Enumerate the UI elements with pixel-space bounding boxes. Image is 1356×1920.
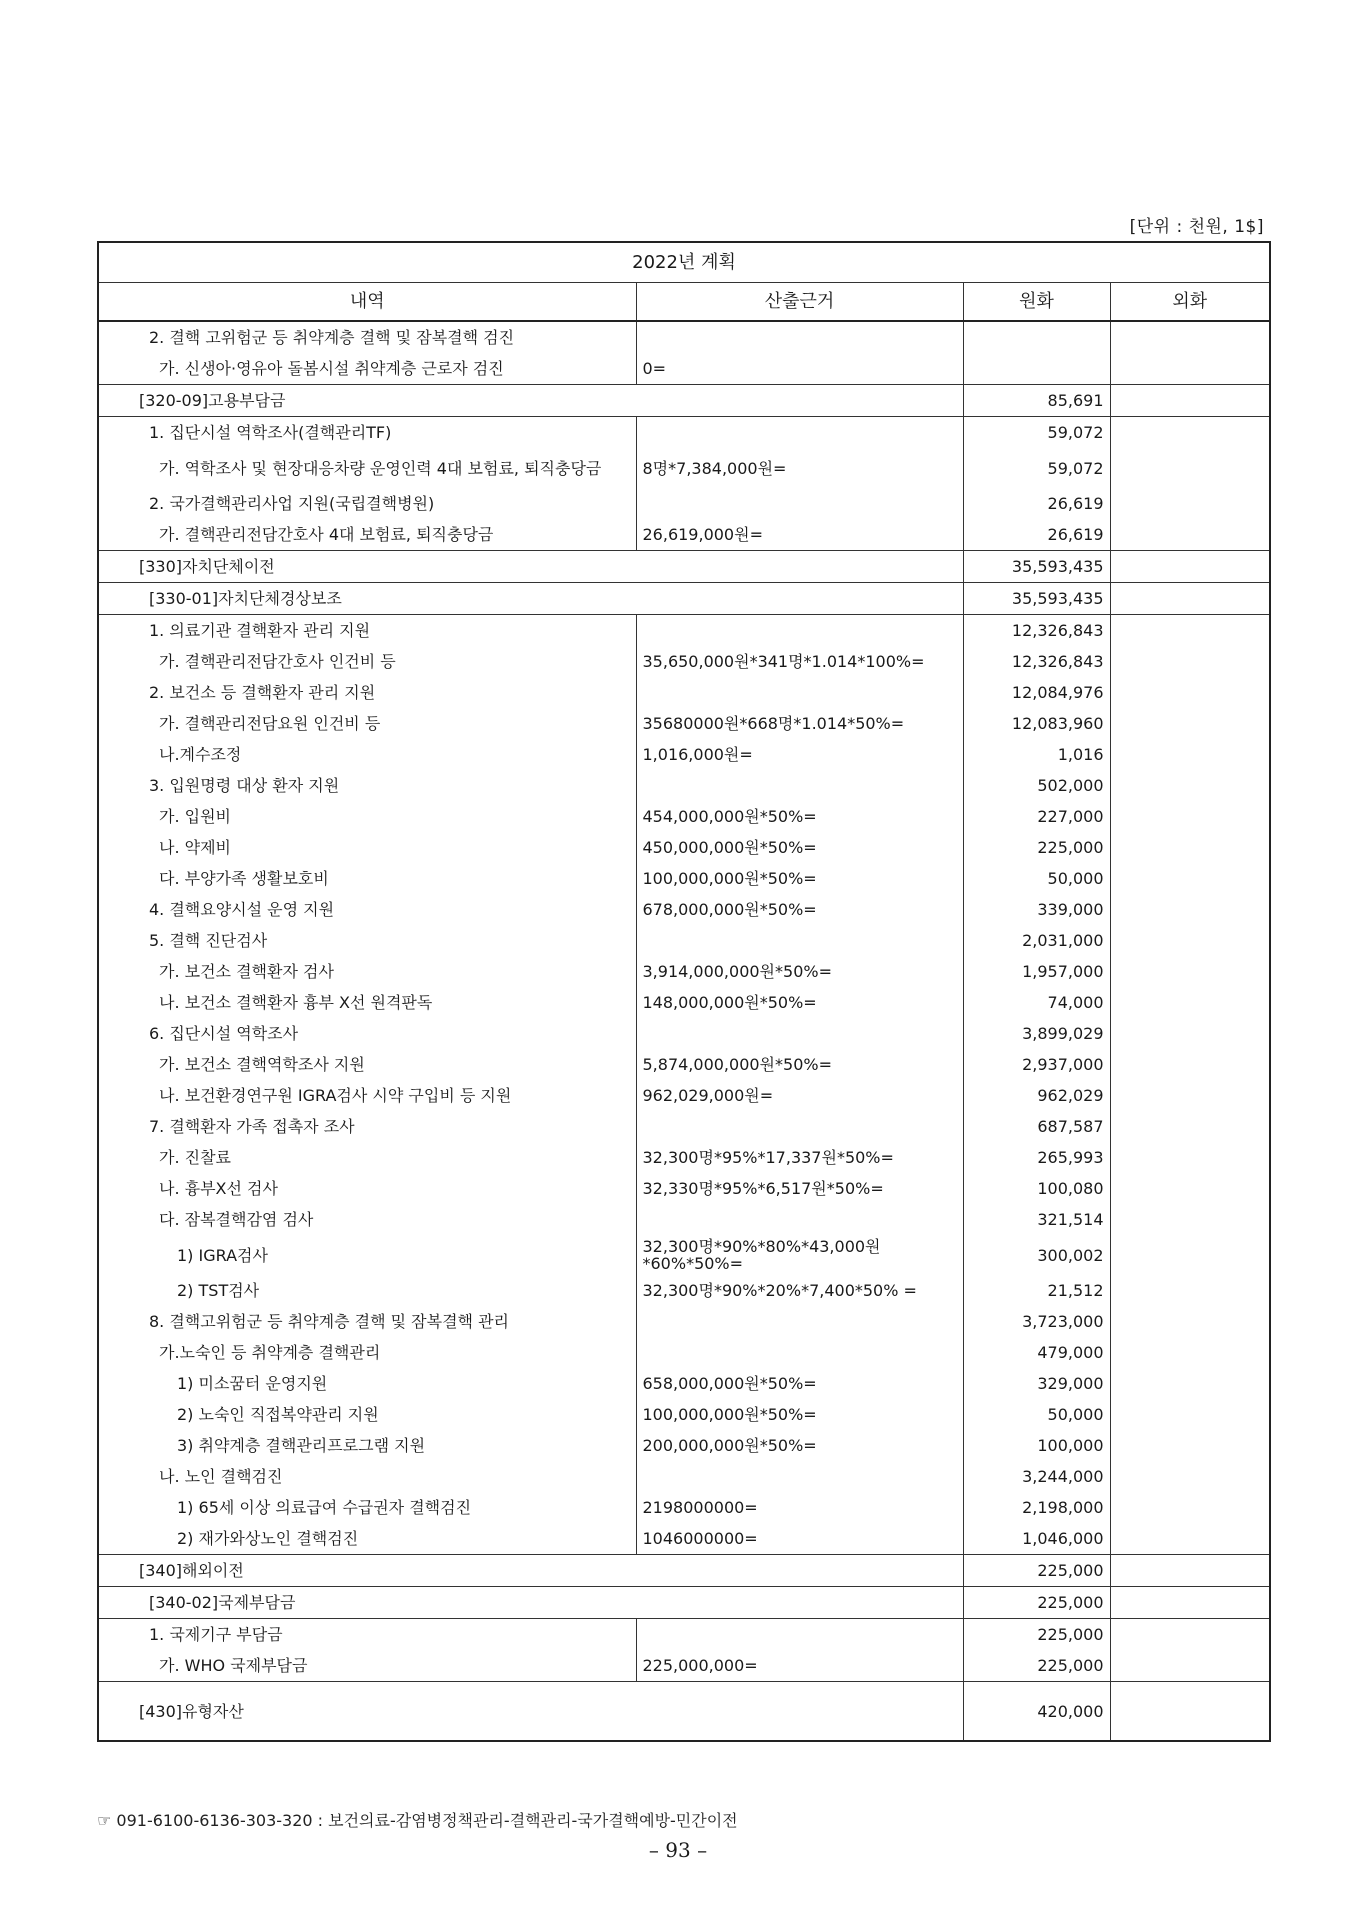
row-item: 2. 결핵 고위험군 등 취약계층 결핵 및 잠복결핵 검진 <box>98 321 636 353</box>
row-fx <box>1110 1275 1270 1306</box>
row-basis <box>636 1018 963 1049</box>
row-fx <box>1110 1235 1270 1275</box>
row-fx <box>1110 1555 1270 1587</box>
row-krw: 35,593,435 <box>963 551 1110 583</box>
row-item: 가. 보건소 결핵역학조사 지원 <box>98 1049 636 1080</box>
row-item: 1) 미소꿈터 운영지원 <box>98 1368 636 1399</box>
row-item: 가. 보건소 결핵환자 검사 <box>98 956 636 987</box>
row-basis <box>636 1337 963 1368</box>
row-fx <box>1110 321 1270 353</box>
table-row <box>98 1204 1270 1235</box>
table-row <box>98 1111 1270 1142</box>
row-item: 1. 의료기관 결핵환자 관리 지원 <box>98 615 636 647</box>
row-item: 2) TST검사 <box>98 1275 636 1306</box>
row-item: 나. 노인 결핵검진 <box>98 1461 636 1492</box>
table-row <box>98 1337 1270 1368</box>
row-fx <box>1110 615 1270 647</box>
row-item: 2) 재가와상노인 결핵검진 <box>98 1523 636 1555</box>
row-basis: 35,650,000원*341명*1.014*100%= <box>636 646 963 677</box>
row-basis: 225,000,000= <box>636 1650 963 1682</box>
row-fx <box>1110 708 1270 739</box>
table-row <box>98 863 1270 894</box>
row-krw: 1,046,000 <box>963 1523 1110 1555</box>
row-fx <box>1110 1430 1270 1461</box>
budget-table <box>97 241 1271 1742</box>
row-krw: 12,326,843 <box>963 646 1110 677</box>
row-basis: 200,000,000원*50%= <box>636 1430 963 1461</box>
table-row <box>98 1461 1270 1492</box>
row-fx <box>1110 1018 1270 1049</box>
row-basis: 962,029,000원= <box>636 1080 963 1111</box>
table-header-row <box>98 283 1270 322</box>
row-krw: 3,899,029 <box>963 1018 1110 1049</box>
table-row <box>98 1235 1270 1275</box>
row-basis <box>636 677 963 708</box>
row-basis <box>636 488 963 519</box>
row-krw: 225,000 <box>963 1555 1110 1587</box>
table-row <box>98 956 1270 987</box>
table-row <box>98 739 1270 770</box>
row-krw: 687,587 <box>963 1111 1110 1142</box>
table-row <box>98 385 1270 417</box>
row-fx <box>1110 1682 1270 1742</box>
row-fx <box>1110 1492 1270 1523</box>
row-item: 5. 결핵 진단검사 <box>98 925 636 956</box>
table-title-row <box>98 242 1270 283</box>
row-fx <box>1110 1306 1270 1337</box>
table-row <box>98 551 1270 583</box>
row-krw <box>963 321 1110 353</box>
row-krw: 227,000 <box>963 801 1110 832</box>
row-basis <box>636 1204 963 1235</box>
row-item: 8. 결핵고위험군 등 취약계층 결핵 및 잠복결핵 관리 <box>98 1306 636 1337</box>
row-basis: 678,000,000원*50%= <box>636 894 963 925</box>
row-krw: 321,514 <box>963 1204 1110 1235</box>
row-fx <box>1110 894 1270 925</box>
table-row <box>98 1275 1270 1306</box>
row-fx <box>1110 956 1270 987</box>
row-basis: 32,300명*90%*20%*7,400*50% = <box>636 1275 963 1306</box>
row-krw: 26,619 <box>963 488 1110 519</box>
row-fx <box>1110 1049 1270 1080</box>
row-item: 나. 흉부X선 검사 <box>98 1173 636 1204</box>
table-row <box>98 832 1270 863</box>
row-fx <box>1110 1619 1270 1651</box>
row-item: 2) 노숙인 직접복약관리 지원 <box>98 1399 636 1430</box>
row-item: 3. 입원명령 대상 환자 지원 <box>98 770 636 801</box>
row-basis: 454,000,000원*50%= <box>636 801 963 832</box>
row-item: 3) 취약계층 결핵관리프로그램 지원 <box>98 1430 636 1461</box>
row-fx <box>1110 801 1270 832</box>
row-fx <box>1110 519 1270 551</box>
row-krw: 12,084,976 <box>963 677 1110 708</box>
table-row <box>98 801 1270 832</box>
row-basis: 100,000,000원*50%= <box>636 863 963 894</box>
row-fx <box>1110 1399 1270 1430</box>
row-fx <box>1110 417 1270 449</box>
row-basis: 26,619,000원= <box>636 519 963 551</box>
row-krw: 2,031,000 <box>963 925 1110 956</box>
header-basis: 산출근거 <box>636 283 963 322</box>
row-basis <box>636 615 963 647</box>
row-basis: 0= <box>636 353 963 385</box>
row-fx <box>1110 551 1270 583</box>
row-item: 가. 결핵관리전담간호사 인건비 등 <box>98 646 636 677</box>
row-item: 나. 보건소 결핵환자 흉부 X선 원격판독 <box>98 987 636 1018</box>
row-krw <box>963 353 1110 385</box>
row-item: 가. 입원비 <box>98 801 636 832</box>
unit-note: [단위 : 천원, 1$] <box>1129 217 1264 237</box>
row-basis: 8명*7,384,000원= <box>636 448 963 488</box>
row-krw: 74,000 <box>963 987 1110 1018</box>
table-row <box>98 583 1270 615</box>
table-row <box>98 1306 1270 1337</box>
row-krw: 1,016 <box>963 739 1110 770</box>
row-basis <box>636 770 963 801</box>
table-row <box>98 353 1270 385</box>
row-fx <box>1110 646 1270 677</box>
row-basis <box>636 321 963 353</box>
row-fx <box>1110 353 1270 385</box>
table-row <box>98 708 1270 739</box>
row-basis <box>636 1306 963 1337</box>
row-item: 가. WHO 국제부담금 <box>98 1650 636 1682</box>
row-krw: 12,326,843 <box>963 615 1110 647</box>
row-krw: 479,000 <box>963 1337 1110 1368</box>
row-item: 가. 결핵관리전담간호사 4대 보험료, 퇴직충당금 <box>98 519 636 551</box>
row-krw: 35,593,435 <box>963 583 1110 615</box>
table-row <box>98 894 1270 925</box>
row-krw: 329,000 <box>963 1368 1110 1399</box>
row-fx <box>1110 770 1270 801</box>
row-krw: 12,083,960 <box>963 708 1110 739</box>
table-row <box>98 1173 1270 1204</box>
table-row <box>98 1399 1270 1430</box>
row-krw: 225,000 <box>963 1619 1110 1651</box>
row-basis <box>636 1461 963 1492</box>
row-item: 4. 결핵요양시설 운영 지원 <box>98 894 636 925</box>
table-row <box>98 417 1270 449</box>
header-krw: 원화 <box>963 283 1110 322</box>
page-number: – 93 – <box>648 1838 708 1862</box>
table-row <box>98 488 1270 519</box>
table-row <box>98 1682 1270 1742</box>
row-item: 가. 신생아·영유아 돌봄시설 취약계층 근로자 검진 <box>98 353 636 385</box>
table-row <box>98 321 1270 353</box>
row-basis: 2198000000= <box>636 1492 963 1523</box>
row-basis: 3,914,000,000원*50%= <box>636 956 963 987</box>
row-basis: 1046000000= <box>636 1523 963 1555</box>
row-basis <box>636 925 963 956</box>
row-krw: 21,512 <box>963 1275 1110 1306</box>
row-item: 다. 잠복결핵감염 검사 <box>98 1204 636 1235</box>
table-row <box>98 646 1270 677</box>
row-fx <box>1110 1368 1270 1399</box>
row-item: 다. 부양가족 생활보호비 <box>98 863 636 894</box>
row-krw: 225,000 <box>963 1650 1110 1682</box>
row-krw: 225,000 <box>963 832 1110 863</box>
row-item: 가. 결핵관리전담요원 인건비 등 <box>98 708 636 739</box>
row-krw: 85,691 <box>963 385 1110 417</box>
row-fx <box>1110 1204 1270 1235</box>
row-fx <box>1110 1173 1270 1204</box>
table-row <box>98 1368 1270 1399</box>
table-row <box>98 987 1270 1018</box>
header-item: 내역 <box>98 283 636 322</box>
table-row <box>98 1619 1270 1651</box>
row-krw: 962,029 <box>963 1080 1110 1111</box>
row-fx <box>1110 1080 1270 1111</box>
row-basis <box>636 1111 963 1142</box>
row-krw: 59,072 <box>963 417 1110 449</box>
row-item: [340]해외이전 <box>98 1555 963 1587</box>
row-krw: 2,198,000 <box>963 1492 1110 1523</box>
row-fx <box>1110 832 1270 863</box>
table-row <box>98 1430 1270 1461</box>
table-row <box>98 448 1270 488</box>
row-krw: 3,244,000 <box>963 1461 1110 1492</box>
row-krw: 1,957,000 <box>963 956 1110 987</box>
table-row <box>98 519 1270 551</box>
table-row <box>98 677 1270 708</box>
row-item: 7. 결핵환자 가족 접촉자 조사 <box>98 1111 636 1142</box>
row-krw: 339,000 <box>963 894 1110 925</box>
row-krw: 100,080 <box>963 1173 1110 1204</box>
row-basis: 148,000,000원*50%= <box>636 987 963 1018</box>
table-row <box>98 1080 1270 1111</box>
row-fx <box>1110 385 1270 417</box>
table-title: 2022년 계획 <box>98 242 1270 283</box>
footnote: ☞ 091-6100-6136-303-320 : 보건의료-감염병정책관리-결핵관리-국가결핵예방-민간이전 <box>97 1811 738 1830</box>
row-item: 2. 국가결핵관리사업 지원(국립결핵병원) <box>98 488 636 519</box>
row-fx <box>1110 739 1270 770</box>
row-fx <box>1110 488 1270 519</box>
row-basis: 450,000,000원*50%= <box>636 832 963 863</box>
row-item: 가. 진찰료 <box>98 1142 636 1173</box>
row-fx <box>1110 1587 1270 1619</box>
row-item: 가. 역학조사 및 현장대응차량 운영인력 4대 보험료, 퇴직충당금 <box>98 448 636 488</box>
row-item: 1. 집단시설 역학조사(결핵관리TF) <box>98 417 636 449</box>
row-fx <box>1110 1523 1270 1555</box>
row-krw: 502,000 <box>963 770 1110 801</box>
row-fx <box>1110 987 1270 1018</box>
row-item: 나. 약제비 <box>98 832 636 863</box>
row-krw: 225,000 <box>963 1587 1110 1619</box>
table-row <box>98 1049 1270 1080</box>
row-item: 나.계수조정 <box>98 739 636 770</box>
table-row <box>98 1523 1270 1555</box>
header-fx: 외화 <box>1110 283 1270 322</box>
row-krw: 265,993 <box>963 1142 1110 1173</box>
row-item: 1) 65세 이상 의료급여 수급권자 결핵검진 <box>98 1492 636 1523</box>
row-fx <box>1110 863 1270 894</box>
row-krw: 300,002 <box>963 1235 1110 1275</box>
table-row <box>98 615 1270 647</box>
row-fx <box>1110 1461 1270 1492</box>
row-basis: 35680000원*668명*1.014*50%= <box>636 708 963 739</box>
row-basis: 32,300명*90%*80%*43,000원*60%*50%= <box>636 1235 963 1275</box>
row-item: 2. 보건소 등 결핵환자 관리 지원 <box>98 677 636 708</box>
row-item: 1. 국제기구 부담금 <box>98 1619 636 1651</box>
row-basis: 5,874,000,000원*50%= <box>636 1049 963 1080</box>
row-item: [320-09]고용부담금 <box>98 385 963 417</box>
row-item: 1) IGRA검사 <box>98 1235 636 1275</box>
row-fx <box>1110 1337 1270 1368</box>
row-krw: 26,619 <box>963 519 1110 551</box>
row-item: 가.노숙인 등 취약계층 결핵관리 <box>98 1337 636 1368</box>
row-fx <box>1110 1111 1270 1142</box>
table-row <box>98 1555 1270 1587</box>
row-item: [340-02]국제부담금 <box>98 1587 963 1619</box>
row-fx <box>1110 1650 1270 1682</box>
row-item: [430]유형자산 <box>98 1682 963 1742</box>
table-row <box>98 1587 1270 1619</box>
table-row <box>98 1492 1270 1523</box>
row-krw: 59,072 <box>963 448 1110 488</box>
table-row <box>98 1650 1270 1682</box>
table-row <box>98 1142 1270 1173</box>
row-basis: 32,300명*95%*17,337원*50%= <box>636 1142 963 1173</box>
row-basis: 658,000,000원*50%= <box>636 1368 963 1399</box>
row-krw: 50,000 <box>963 1399 1110 1430</box>
row-krw: 3,723,000 <box>963 1306 1110 1337</box>
row-fx <box>1110 1142 1270 1173</box>
table-row <box>98 770 1270 801</box>
row-item: 나. 보건환경연구원 IGRA검사 시약 구입비 등 지원 <box>98 1080 636 1111</box>
row-krw: 420,000 <box>963 1682 1110 1742</box>
row-fx <box>1110 583 1270 615</box>
row-item: [330]자치단체이전 <box>98 551 963 583</box>
row-krw: 50,000 <box>963 863 1110 894</box>
row-fx <box>1110 448 1270 488</box>
row-item: 6. 집단시설 역학조사 <box>98 1018 636 1049</box>
row-basis: 32,330명*95%*6,517원*50%= <box>636 1173 963 1204</box>
table-row <box>98 1018 1270 1049</box>
row-krw: 100,000 <box>963 1430 1110 1461</box>
table-row <box>98 925 1270 956</box>
row-item: [330-01]자치단체경상보조 <box>98 583 963 615</box>
row-krw: 2,937,000 <box>963 1049 1110 1080</box>
row-basis: 1,016,000원= <box>636 739 963 770</box>
row-basis <box>636 417 963 449</box>
row-basis <box>636 1619 963 1651</box>
row-fx <box>1110 925 1270 956</box>
row-basis: 100,000,000원*50%= <box>636 1399 963 1430</box>
row-fx <box>1110 677 1270 708</box>
